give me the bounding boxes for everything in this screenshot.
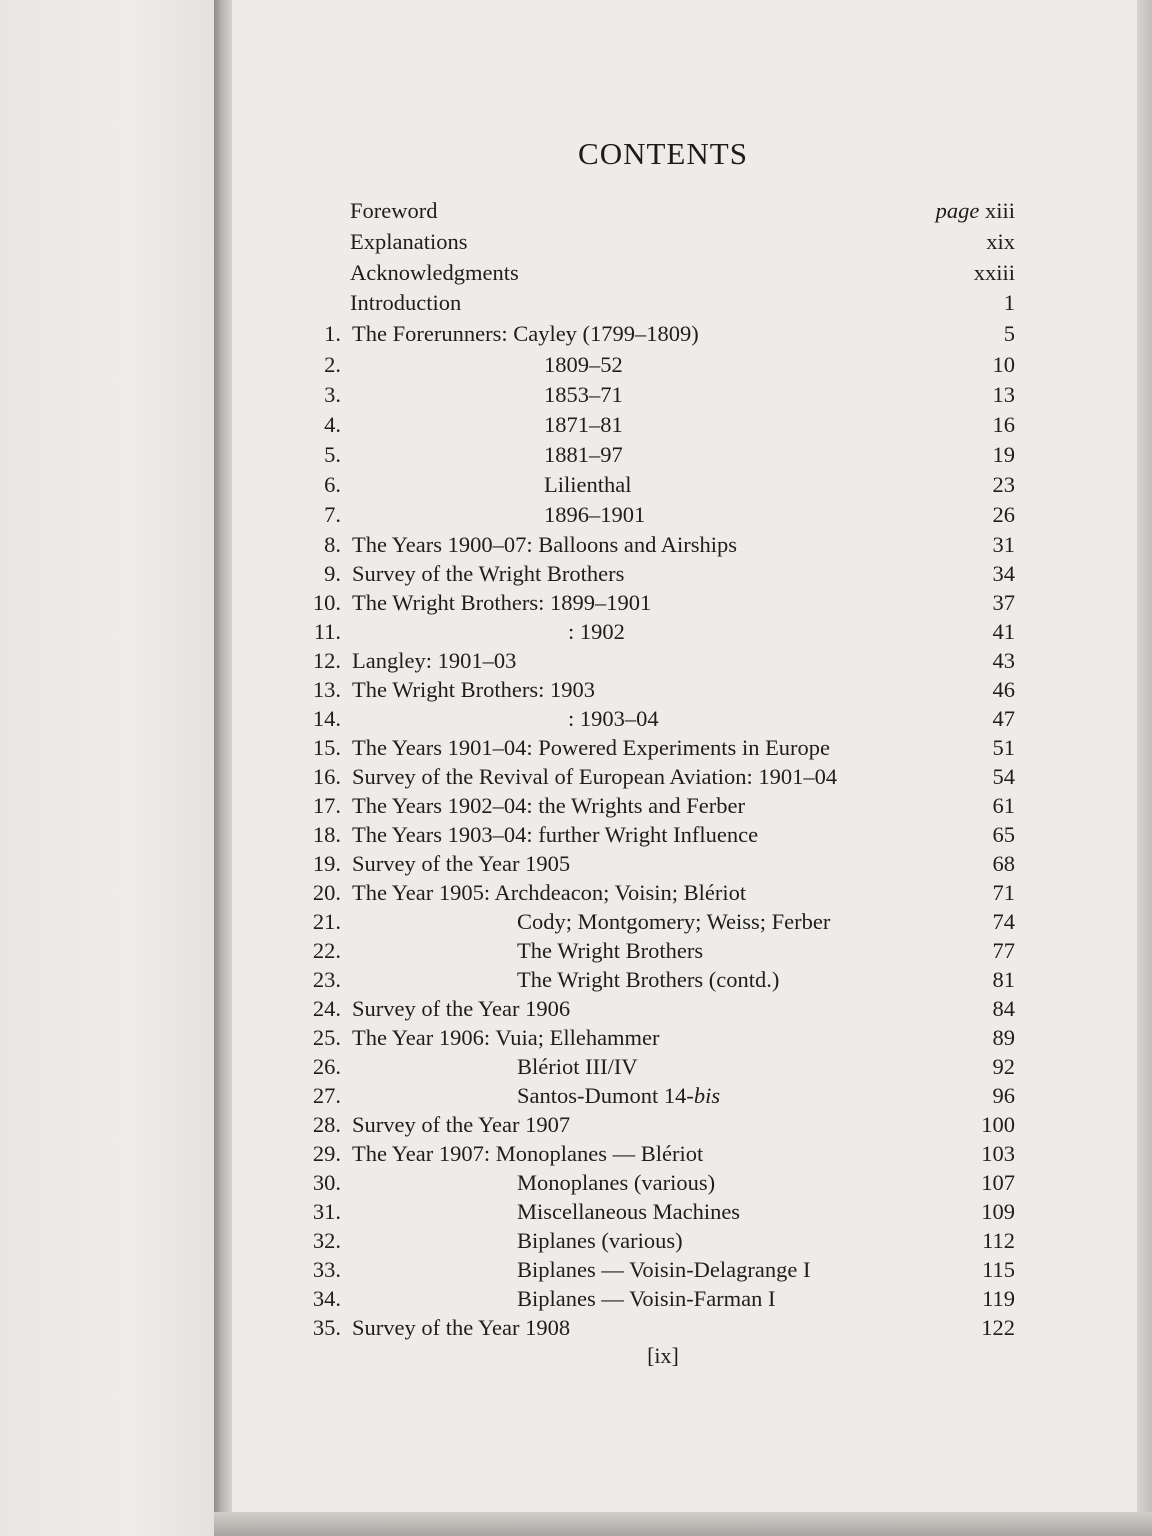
toc-page-number: [993, 733, 1016, 763]
toc-page-number: [993, 1081, 1016, 1111]
toc-row: [0, 791, 1152, 821]
toc-chapter-number: 21.: [312, 909, 341, 934]
toc-page-number-value: 84: [992, 996, 1015, 1021]
toc-chapter-title: [517, 1226, 683, 1256]
toc-chapter-title-text: 1881–97: [544, 442, 623, 467]
toc-row: [0, 994, 1152, 1024]
toc-chapter-title-text: Biplanes — Voisin-Farman I: [517, 1286, 776, 1311]
toc-chapter-title: [352, 646, 516, 676]
toc-page-number: [993, 675, 1016, 705]
page-folio: [ix]: [647, 1343, 679, 1368]
toc-chapter-number: 12.: [312, 648, 341, 673]
toc-row: [0, 319, 1152, 349]
toc-chapter-number: 32.: [312, 1228, 341, 1253]
toc-page-number: [974, 258, 1015, 288]
toc-page-number-value: xiii: [984, 198, 1015, 223]
toc-page-number: [986, 227, 1015, 257]
toc-page-number-value: 51: [992, 735, 1015, 760]
toc-chapter-title: [352, 878, 746, 908]
toc-chapter-number: 34.: [312, 1286, 341, 1311]
toc-chapter-number: 1.: [324, 321, 341, 346]
toc-page-number-value: 112: [982, 1228, 1015, 1253]
toc-page-number: [993, 936, 1016, 966]
toc-chapter-title-text: Survey of the Year 1907: [352, 1112, 571, 1137]
toc-row: [0, 410, 1152, 440]
toc-row: [0, 1052, 1152, 1082]
toc-page-number-value: 54: [992, 764, 1015, 789]
toc-page-number: [993, 380, 1016, 410]
toc-chapter-title: [517, 1052, 638, 1082]
toc-page-number-value: 10: [992, 352, 1015, 377]
toc-chapter-title-text: Biplanes (various): [517, 1228, 683, 1253]
toc-chapter-title: [517, 1255, 811, 1285]
toc-row: [0, 1081, 1152, 1111]
toc-page-number-value: 37: [992, 590, 1015, 615]
toc-row: [0, 500, 1152, 530]
toc-page-number: [993, 500, 1016, 530]
toc-row: [0, 1110, 1152, 1140]
toc-chapter-number: 8.: [324, 532, 341, 557]
toc-page-number-value: xix: [986, 229, 1015, 254]
toc-chapter-number: 17.: [312, 793, 341, 818]
toc-chapter-title: [517, 965, 779, 995]
toc-page-number-value: 100: [981, 1112, 1015, 1137]
toc-chapter-title-text: The Years 1902–04: the Wrights and Ferber: [352, 793, 745, 818]
toc-chapter-title-text: Survey of the Revival of European Aviation: 1901–04: [352, 764, 838, 789]
toc-chapter-title: [517, 936, 703, 966]
toc-page-number-value: 96: [992, 1083, 1015, 1108]
toc-page-number-value: 115: [982, 1257, 1015, 1282]
toc-page-number: [993, 617, 1016, 647]
toc-chapter-title-text: 1809–52: [544, 352, 623, 377]
toc-page-number-value: 16: [992, 412, 1015, 437]
toc-page-number: [982, 1226, 1015, 1256]
toc-page-number-value: 46: [992, 677, 1015, 702]
toc-chapter-title-text: The Years 1903–04: further Wright Influence: [352, 822, 759, 847]
toc-chapter-title: [544, 500, 645, 530]
toc-chapter-title: [352, 675, 595, 705]
toc-chapter-number: 29.: [312, 1141, 341, 1166]
toc-chapter-number: 19.: [312, 851, 341, 876]
toc-row: [0, 470, 1152, 500]
toc-chapter-title-text: Introduction: [350, 290, 462, 315]
toc-page-number-value: 89: [992, 1025, 1015, 1050]
contents-title: CONTENTS: [578, 136, 748, 171]
toc-chapter-title: [350, 258, 519, 288]
toc-chapter-title: [352, 849, 570, 879]
toc-chapter-number: 26.: [312, 1054, 341, 1079]
toc-row: [0, 907, 1152, 937]
toc-chapter-title: [517, 1081, 720, 1111]
toc-page-number: [993, 440, 1016, 470]
toc-page-number: [993, 588, 1016, 618]
toc-chapter-title: [517, 1168, 715, 1198]
toc-chapter-title-text: Monoplanes (various): [517, 1170, 716, 1195]
toc-chapter-title: [544, 440, 623, 470]
toc-page-number: [993, 1052, 1016, 1082]
toc-chapter-number: 14.: [312, 706, 341, 731]
toc-chapter-number: 4.: [324, 412, 341, 437]
toc-chapter-number: 31.: [312, 1199, 341, 1224]
toc-page-number-value: 65: [992, 822, 1015, 847]
toc-row: [0, 849, 1152, 879]
toc-row: [0, 1284, 1152, 1314]
toc-chapter-title-text: : 1903–04: [568, 706, 659, 731]
toc-chapter-title-text: Miscellaneous Machines: [517, 1199, 741, 1224]
toc-page-number-value: 26: [992, 502, 1015, 527]
toc-page-number: [993, 849, 1016, 879]
toc-chapter-number: 22.: [312, 938, 341, 963]
toc-chapter-title: [352, 559, 624, 589]
toc-chapter-title: [544, 380, 623, 410]
toc-chapter-number: 33.: [312, 1257, 341, 1282]
toc-chapter-title: [350, 288, 461, 318]
toc-chapter-title-text: 1896–1901: [544, 502, 646, 527]
toc-page-number-value: 103: [981, 1141, 1015, 1166]
toc-row: [0, 1168, 1152, 1198]
toc-chapter-title-text: The Year 1905: Archdeacon; Voisin; Blériot: [352, 880, 747, 905]
toc-chapter-title: [568, 617, 625, 647]
toc-chapter-title: [517, 1284, 776, 1314]
toc-chapter-title: [352, 1139, 703, 1169]
toc-page-number-value: 41: [992, 619, 1015, 644]
toc-page-number: [981, 1168, 1015, 1198]
toc-row: [0, 440, 1152, 470]
toc-page-number: [993, 965, 1016, 995]
toc-row: [0, 820, 1152, 850]
toc-chapter-title: [517, 1197, 740, 1227]
toc-row: [0, 646, 1152, 676]
toc-page-number-value: 109: [981, 1199, 1015, 1224]
toc-chapter-title: [352, 1110, 570, 1140]
toc-page-number: [993, 1023, 1016, 1053]
toc-chapter-title: [352, 1313, 570, 1343]
toc-row: [0, 936, 1152, 966]
toc-row: [0, 588, 1152, 618]
toc-page-number: [982, 1284, 1015, 1314]
toc-page-number: [993, 878, 1016, 908]
toc-page-number: [993, 646, 1016, 676]
toc-page-number-value: 77: [992, 938, 1015, 963]
toc-row: [0, 675, 1152, 705]
toc-page-number: [993, 762, 1016, 792]
toc-page-number: [981, 1110, 1015, 1140]
toc-chapter-title-text: Langley: 1901–03: [352, 648, 517, 673]
toc-page-number-value: 61: [992, 793, 1015, 818]
toc-row: [0, 965, 1152, 995]
toc-chapter-number: 9.: [324, 561, 341, 586]
toc-chapter-title-text: The Wright Brothers: 1903: [352, 677, 596, 702]
toc-page-number-value: 47: [992, 706, 1015, 731]
toc-chapter-title-text: The Years 1901–04: Powered Experiments in Europe: [352, 735, 831, 760]
toc-row: [0, 878, 1152, 908]
toc-row: [0, 380, 1152, 410]
toc-chapter-title-text: 1871–81: [544, 412, 623, 437]
toc-page-number-value: 122: [981, 1315, 1015, 1340]
toc-chapter-title-text: Biplanes — Voisin-Delagrange I: [517, 1257, 811, 1282]
toc-chapter-number: 18.: [312, 822, 341, 847]
toc-chapter-number: 5.: [324, 442, 341, 467]
toc-chapter-number: 13.: [312, 677, 341, 702]
toc-chapter-number: 10.: [312, 590, 341, 615]
toc-chapter-number: 7.: [324, 502, 341, 527]
toc-page-number: [936, 196, 1015, 226]
toc-chapter-title: [568, 704, 659, 734]
toc-page-number: [993, 907, 1016, 937]
toc-page-number: [993, 350, 1016, 380]
toc-chapter-title: [352, 994, 570, 1024]
toc-chapter-title-text: Foreword: [350, 198, 438, 223]
toc-chapter-title-text: 1853–71: [544, 382, 623, 407]
toc-chapter-title: [544, 470, 631, 500]
toc-chapter-title: [517, 907, 830, 937]
toc-row: [0, 704, 1152, 734]
toc-chapter-title-text: Acknowledgments: [350, 260, 519, 285]
toc-chapter-title: [544, 410, 623, 440]
toc-page-number: [981, 1197, 1015, 1227]
toc-row: [0, 1197, 1152, 1227]
toc-page-number-value: 1: [1003, 290, 1015, 315]
toc-chapter-title-text: Survey of the Wright Brothers: [352, 561, 625, 586]
toc-page-number-value: 71: [992, 880, 1015, 905]
toc-row: [0, 530, 1152, 560]
toc-chapter-number: 2.: [324, 352, 341, 377]
toc-chapter-title-text: The Wright Brothers: [517, 938, 704, 963]
toc-chapter-title: [352, 820, 758, 850]
toc-row: [0, 1313, 1152, 1343]
toc-page-number: [993, 994, 1016, 1024]
toc-chapter-title: [352, 791, 745, 821]
toc-page-number: [981, 1139, 1015, 1169]
toc-chapter-title: [352, 1023, 660, 1053]
toc-chapter-number: 6.: [324, 472, 341, 497]
toc-page-number: [993, 530, 1016, 560]
toc-page-number: [993, 470, 1016, 500]
toc-row: [0, 1023, 1152, 1053]
toc-chapter-title: [352, 319, 699, 349]
toc-page-number-value: xxiii: [973, 260, 1015, 285]
toc-chapter-title: [352, 762, 837, 792]
toc-row: [0, 559, 1152, 589]
toc-chapter-title-text: The Year 1907: Monoplanes — Blériot: [352, 1141, 704, 1166]
toc-chapter-title-text: Lilienthal: [544, 472, 632, 497]
toc-chapter-title-text: The Forerunners: Cayley (1799–1809): [352, 321, 699, 346]
toc-chapter-title-text: Explanations: [350, 229, 468, 254]
toc-page-number-value: 34: [992, 561, 1015, 586]
toc-page-number-value: 5: [1003, 321, 1015, 346]
toc-chapter-title-italic: bis: [693, 1083, 721, 1108]
toc-row: [0, 1226, 1152, 1256]
toc-row: [0, 1255, 1152, 1285]
page-label-prefix: page: [935, 198, 980, 223]
toc-chapter-title: [350, 227, 467, 257]
toc-chapter-number: 30.: [312, 1170, 341, 1195]
toc-chapter-number: 11.: [313, 619, 341, 644]
toc-chapter-title-text: Santos-Dumont 14-: [517, 1083, 694, 1108]
toc-page-number: [993, 820, 1016, 850]
toc-row: [0, 196, 1152, 226]
toc-page-number-value: 74: [992, 909, 1015, 934]
toc-chapter-number: 15.: [312, 735, 341, 760]
toc-chapter-number: 24.: [312, 996, 341, 1021]
toc-page-number-value: 107: [981, 1170, 1015, 1195]
toc-page-number: [993, 791, 1016, 821]
toc-page-number-value: 13: [992, 382, 1015, 407]
toc-row: [0, 258, 1152, 288]
toc-page-number-value: 92: [992, 1054, 1015, 1079]
toc-chapter-title-text: The Years 1900–07: Balloons and Airships: [352, 532, 737, 557]
toc-chapter-number: 3.: [324, 382, 341, 407]
toc-page-number-value: 19: [992, 442, 1015, 467]
toc-page-number: [1004, 288, 1015, 318]
toc-chapter-title-text: : 1902: [568, 619, 625, 644]
toc-chapter-title-text: The Wright Brothers: 1899–1901: [352, 590, 652, 615]
toc-page-number-value: 23: [992, 472, 1015, 497]
toc-chapter-number: 16.: [312, 764, 341, 789]
toc-page-number-value: 31: [992, 532, 1015, 557]
toc-chapter-number: 23.: [312, 967, 341, 992]
toc-page-number-value: 81: [992, 967, 1015, 992]
toc-chapter-title: [350, 196, 437, 226]
toc-row: [0, 1139, 1152, 1169]
toc-chapter-title: [352, 530, 737, 560]
toc-row: [0, 227, 1152, 257]
toc-page-number-value: 68: [992, 851, 1015, 876]
toc-row: [0, 288, 1152, 318]
toc-chapter-title-text: The Year 1906: Vuia; Ellehammer: [352, 1025, 660, 1050]
toc-chapter-number: 20.: [312, 880, 341, 905]
toc-page-number: [993, 559, 1016, 589]
toc-chapter-title: [352, 733, 830, 763]
toc-chapter-title: [352, 588, 651, 618]
toc-chapter-title-text: The Wright Brothers (contd.): [517, 967, 780, 992]
toc-page-number: [1004, 319, 1015, 349]
toc-row: [0, 617, 1152, 647]
toc-page-number-value: 43: [992, 648, 1015, 673]
toc-chapter-title-text: Cody; Montgomery; Weiss; Ferber: [517, 909, 831, 934]
toc-page-number: [993, 704, 1016, 734]
toc-chapter-title-text: Blériot III/IV: [517, 1054, 638, 1079]
toc-chapter-number: 28.: [312, 1112, 341, 1137]
toc-chapter-number: 27.: [312, 1083, 341, 1108]
toc-row: [0, 733, 1152, 763]
toc-chapter-title-text: Survey of the Year 1906: [352, 996, 571, 1021]
toc-chapter-title-text: Survey of the Year 1908: [352, 1315, 571, 1340]
toc-page-number: [993, 410, 1016, 440]
toc-row: [0, 762, 1152, 792]
toc-chapter-number: 25.: [312, 1025, 341, 1050]
toc-chapter-title: [544, 350, 623, 380]
toc-chapter-title-text: Survey of the Year 1905: [352, 851, 571, 876]
toc-page-number: [981, 1313, 1015, 1343]
toc-row: [0, 350, 1152, 380]
toc-page-number: [982, 1255, 1015, 1285]
toc-chapter-number: 35.: [312, 1315, 341, 1340]
toc-page-number-value: 119: [982, 1286, 1015, 1311]
